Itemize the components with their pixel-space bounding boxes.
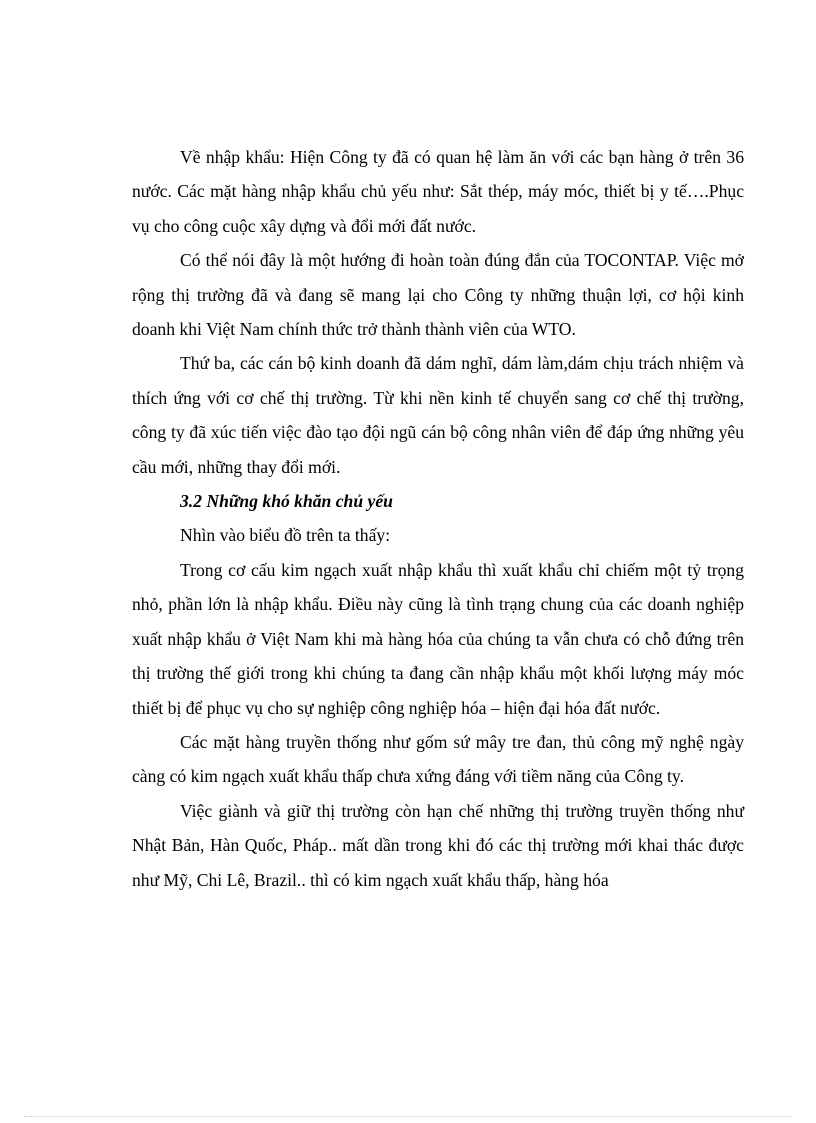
section-heading: 3.2 Những khó khăn chủ yếu <box>180 491 393 512</box>
paragraph-markets <box>132 794 744 897</box>
document-body <box>132 140 744 897</box>
paragraph-text: Trong cơ cấu kim ngạch xuất nhập khẩu thì xuất khẩu chỉ chiếm một tỷ trọng nhỏ, phần lớn là nhập khẩu. Điều này cũng là tình trạng chung của các doanh nghiệp xuất nhập khẩu ở Việt Nam khi mà hàng hóa của chúng ta vẫn chưa có chỗ đứng trên thị trường thế giới trong khi chúng ta đang cần nhập khẩu một khối lượng máy móc thiết bị để phục vụ cho sự nghiệp công nghiệp hóa – hiện đại hóa đất nước. <box>132 559 744 718</box>
paragraph-structure <box>132 553 744 725</box>
paragraph-text: Thứ ba, các cán bộ kinh doanh đã dám nghĩ, dám làm,dám chịu trách nhiệm và thích ứng với cơ chế thị trường. Từ khi nền kinh tế chuyển sang cơ chế thị trường, công ty đã xúc tiến việc đào tạo đội ngũ cán bộ công nhân viên để đáp ứng những yêu cầu mới, những thay đổi mới. <box>132 353 744 477</box>
paragraph-intro <box>132 518 744 552</box>
page-footer-divider <box>24 1116 792 1117</box>
paragraph-text: Về nhập khẩu: Hiện Công ty đã có quan hệ làm ăn với các bạn hàng ở trên 36 nước. Các mặt hàng nhập khẩu chủ yếu như: Sắt thép, máy móc, thiết bị y tế….Phục vụ cho công cuộc xây dựng và đổi mới đất nước. <box>132 147 744 236</box>
paragraph-import <box>132 140 744 243</box>
paragraph-text: Nhìn vào biểu đồ trên ta thấy: <box>180 525 391 546</box>
paragraph-text: Các mặt hàng truyền thống như gốm sứ mây tre đan, thủ công mỹ nghệ ngày càng có kim ngạch xuất khẩu thấp chưa xứng đáng với tiềm năng của Công ty. <box>132 731 744 787</box>
paragraph-direction <box>132 243 744 346</box>
paragraph-staff <box>132 346 744 484</box>
paragraph-traditional-goods <box>132 725 744 794</box>
paragraph-text: Việc giành và giữ thị trường còn hạn chế những thị trường truyền thống như Nhật Bản, Hàn Quốc, Pháp.. mất dần trong khi đó các thị trường mới khai thác được như Mỹ, Chi Lê, Brazil.. thì có kim ngạch xuất khẩu thấp, hàng hóa <box>132 800 744 890</box>
paragraph-text: Có thể nói đây là một hướng đi hoàn toàn đúng đắn của TOCONTAP. Việc mở rộng thị trường đã và đang sẽ mang lại cho Công ty những thuận lợi, cơ hội kinh doanh khi Việt Nam chính thức trở thành thành viên của WTO. <box>132 250 744 340</box>
